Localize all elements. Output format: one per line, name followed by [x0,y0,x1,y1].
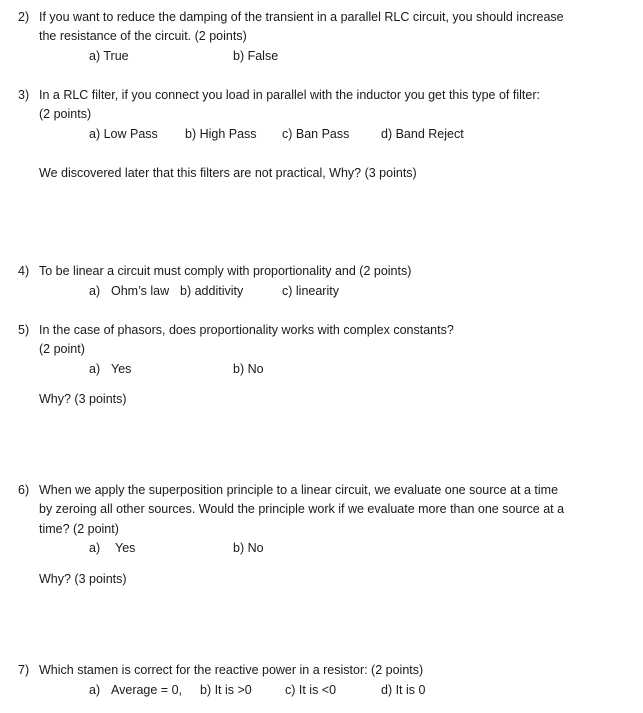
q6-text-line-1: When we apply the superposition principle to a linear circuit, we evaluate one source at a time [39,483,559,497]
q7-option-a: Average = 0, [111,683,183,697]
q7-number: 7) [18,663,30,677]
q6-text-line-2: by zeroing all other sources. Would the principle work if we evaluate more than one source at a [39,502,565,516]
q6-option-b: b) No [233,541,264,555]
q3-text-line-2: (2 points) [39,107,92,121]
q5-text-line-1: In the case of phasors, does proportionality works with complex constants? [39,323,454,337]
q7-option-d: d) It is 0 [381,683,426,697]
q7-option-a-label: a) [89,683,101,697]
q3-option-a: a) Low Pass [89,127,158,141]
q5-option-b: b) No [233,362,264,376]
q3-followup: We discovered later that this filters are not practical, Why? (3 points) [39,166,417,180]
q3-text-line-1: In a RLC filter, if you connect you load in parallel with the inductor you get this type of filter: [39,88,540,102]
q6-option-a-label: a) [89,541,101,555]
q6-followup: Why? (3 points) [39,572,127,586]
q4-option-a-label: a) [89,284,101,298]
q2-text-line-2: the resistance of the circuit. (2 points) [39,29,247,43]
q2-text-line-1: If you want to reduce the damping of the transient in a parallel RLC circuit, you should increase [39,10,564,24]
q4-option-c: c) linearity [282,284,339,298]
q3-option-d: d) Band Reject [381,127,464,141]
q4-option-a: Ohm’s law [111,284,170,298]
q5-option-a: Yes [111,362,132,376]
q6-text-line-3: time? (2 point) [39,522,119,536]
q2-option-b: b) False [233,49,279,63]
q7-text-line-1: Which stamen is correct for the reactive power in a resistor: (2 points) [39,663,424,677]
q4-text-line-1: To be linear a circuit must comply with proportionality and (2 points) [39,264,412,278]
q3-number: 3) [18,88,30,102]
q7-option-c: c) It is <0 [285,683,337,697]
q4-option-b: b) additivity [180,284,244,298]
q5-text-line-2: (2 point) [39,342,85,356]
q7-option-b: b) It is >0 [200,683,252,697]
q2-number: 2) [18,10,30,24]
q6-option-a: Yes [115,541,136,555]
q6-number: 6) [18,483,30,497]
q2-option-a: a) True [89,49,129,63]
q3-option-b: b) High Pass [185,127,257,141]
q5-option-a-label: a) [89,362,101,376]
q5-followup: Why? (3 points) [39,392,127,406]
q4-number: 4) [18,264,30,278]
q5-number: 5) [18,323,30,337]
q3-option-c: c) Ban Pass [282,127,350,141]
